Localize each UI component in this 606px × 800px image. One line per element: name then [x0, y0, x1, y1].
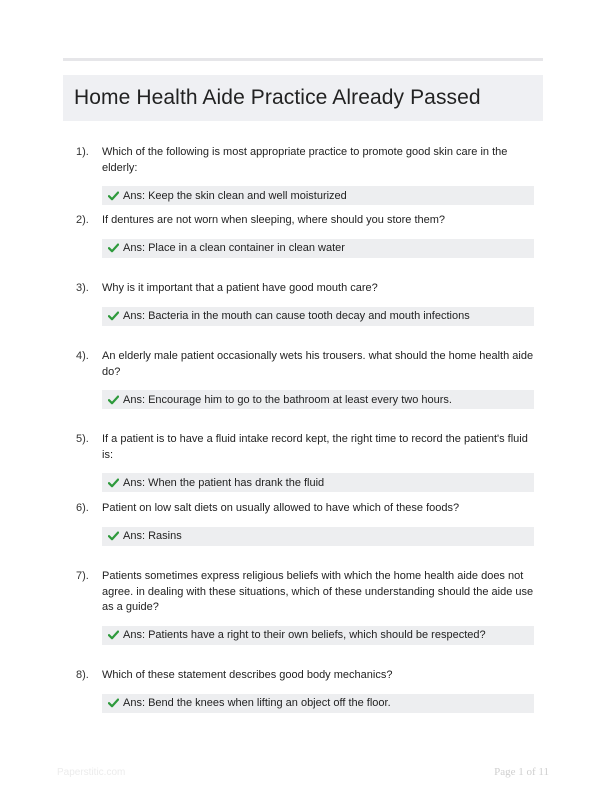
answer-text: Ans: When the patient has drank the fluid [123, 476, 325, 489]
answer-box [102, 694, 534, 713]
answer-box [102, 239, 534, 258]
question-text: Patient on low salt diets on usually allowed to have which of these foods? [102, 502, 460, 514]
checkmark-icon [108, 243, 119, 253]
answer-box [102, 527, 534, 546]
question-item [63, 501, 543, 546]
question-item [63, 668, 543, 713]
answer-box [102, 473, 534, 492]
question-number: 5). [76, 433, 89, 445]
question-number: 2). [76, 214, 89, 226]
question-item [63, 349, 543, 409]
question-number: 1). [76, 146, 89, 158]
answer-box [102, 626, 534, 645]
question-item [63, 213, 543, 258]
checkmark-icon [108, 630, 119, 640]
answer-box [102, 186, 534, 205]
question-number: 8). [76, 669, 89, 681]
question-number: 7). [76, 570, 89, 582]
question-text: If dentures are not worn when sleeping, where should you store them? [102, 214, 446, 226]
question-text: An elderly male patient occasionally wets his trousers. what should the home health aide do? [102, 350, 534, 378]
answer-text: Ans: Patients have a right to their own beliefs, which should be respected? [123, 629, 486, 641]
checkmark-icon [108, 478, 119, 488]
question-number: 6). [76, 502, 89, 514]
answer-text: Ans: Encourage him to go to the bathroom at least every two hours. [123, 393, 452, 406]
checkmark-icon [108, 191, 119, 201]
page-indicator: Page 1 of 11 [494, 766, 549, 778]
question-item [63, 281, 543, 326]
answer-box [102, 307, 534, 326]
answer-text: Ans: Bend the knees when lifting an object off the floor. [123, 697, 391, 709]
checkmark-icon [108, 531, 119, 541]
checkmark-icon [108, 311, 119, 321]
page-title: Home Health Aide Practice Already Passed [74, 86, 481, 109]
question-item [63, 145, 543, 205]
question-number: 3). [76, 282, 89, 294]
title-banner [63, 75, 543, 121]
answer-box [102, 390, 534, 409]
watermark-text: Paperstitic.com [57, 767, 126, 778]
question-text: Why is it important that a patient have good mouth care? [102, 282, 378, 294]
question-text: Which of the following is most appropriate practice to promote good skin care in the elderly: [102, 146, 508, 174]
question-item [63, 432, 543, 492]
question-text: If a patient is to have a fluid intake record kept, the right time to record the patient's fluid is: [102, 433, 528, 461]
answer-text: Ans: Bacteria in the mouth can cause tooth decay and mouth infections [123, 310, 470, 322]
question-number: 4). [76, 350, 89, 362]
question-item [63, 569, 543, 645]
checkmark-icon [108, 698, 119, 708]
answer-text: Ans: Place in a clean container in clean water [123, 242, 345, 254]
checkmark-icon [108, 395, 119, 405]
question-text: Which of these statement describes good body mechanics? [102, 669, 393, 681]
answer-text: Ans: Keep the skin clean and well moisturized [123, 189, 347, 202]
answer-text: Ans: Rasins [123, 530, 182, 542]
top-divider [63, 58, 543, 61]
question-text: Patients sometimes express religious beliefs with which the home health aide does not agree. in dealing with these situations, which of these understanding should the aide use as a guide? [102, 570, 534, 613]
